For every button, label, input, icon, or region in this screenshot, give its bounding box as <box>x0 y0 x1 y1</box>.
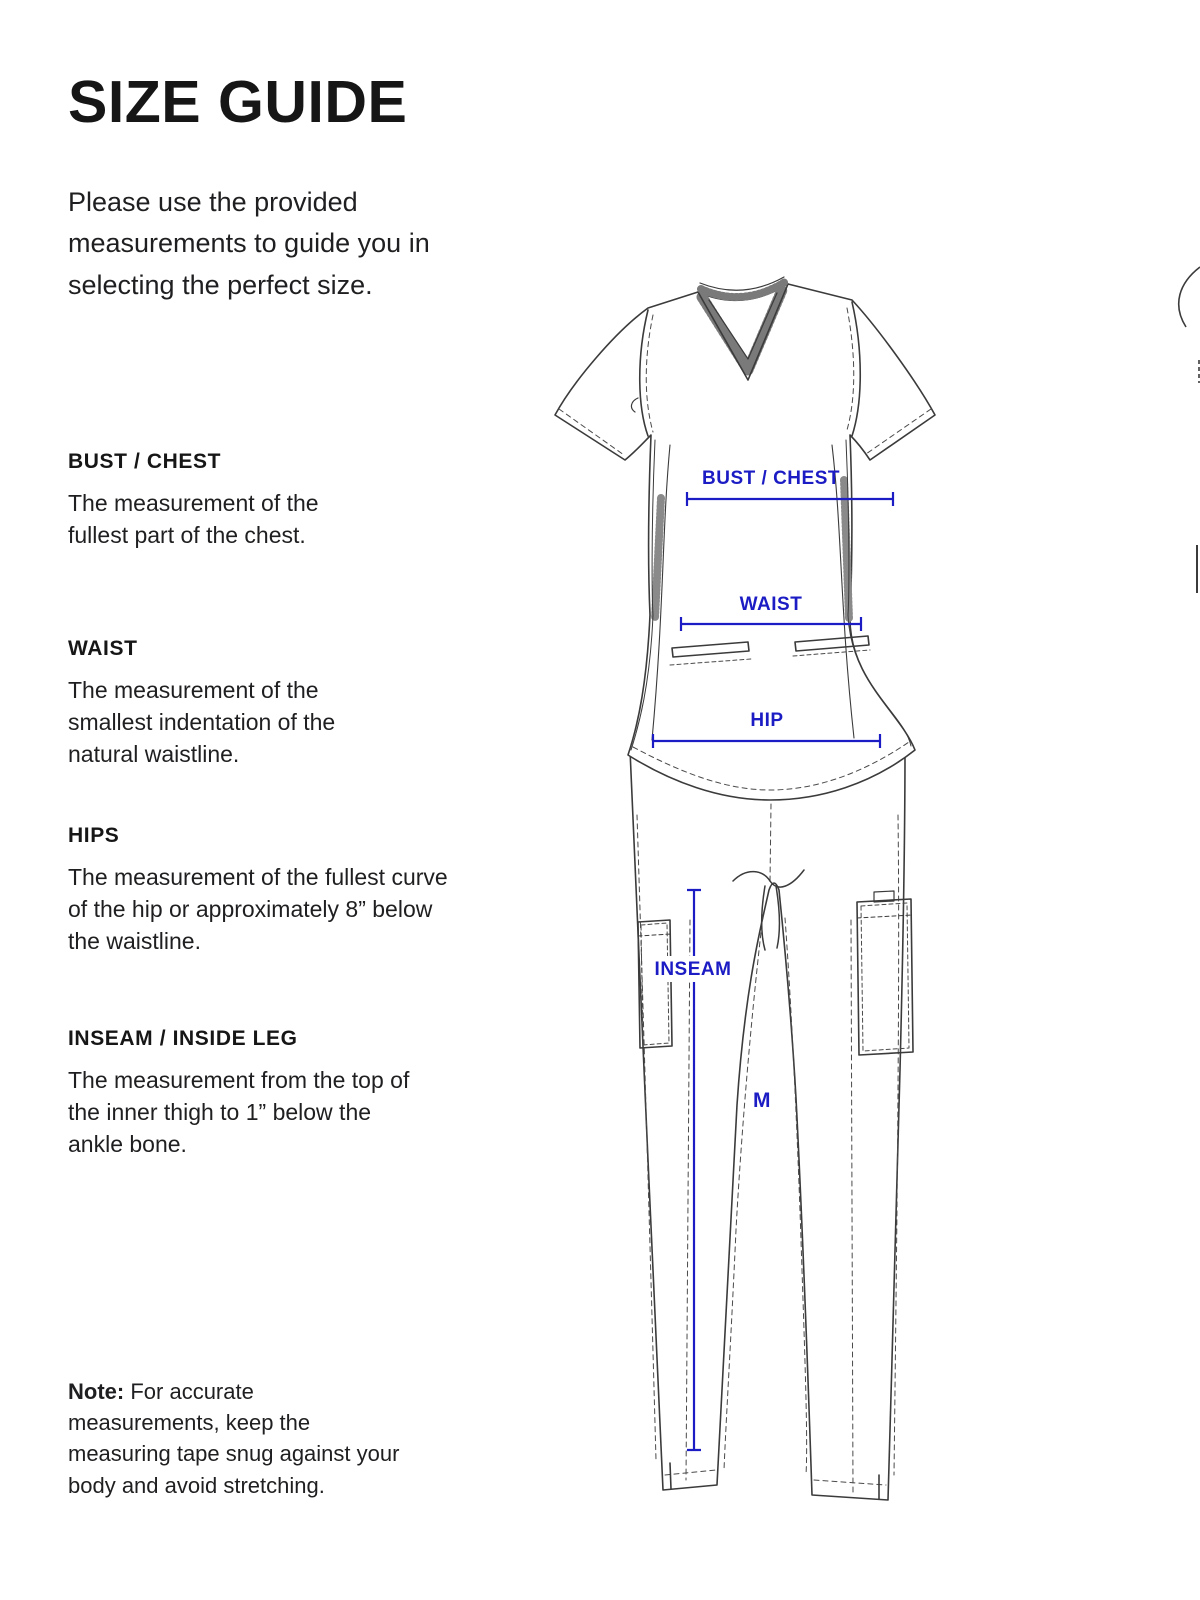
note-text <box>68 1376 400 1501</box>
garment-measurement-diagram <box>520 270 1020 1525</box>
bust-measure-label: BUST / CHEST <box>702 468 840 489</box>
section-heading: BUST / CHEST <box>68 450 222 473</box>
section-heading: WAIST <box>68 637 138 660</box>
scrub-top-drawing <box>555 277 935 800</box>
section-heading: HIPS <box>68 824 120 847</box>
section-hips <box>68 824 460 958</box>
note-body: For accurate measurements, keep the measuring tape snug against your body and avoid stretching. <box>68 1379 400 1498</box>
section-bust-chest <box>68 450 380 551</box>
section-body: The measurement of the fullest part of the chest. <box>68 490 319 549</box>
size-marker-label: M <box>753 1089 771 1112</box>
section-heading: INSEAM / INSIDE LEG <box>68 1027 298 1050</box>
section-body: The measurement of the smallest indentation of the natural waistline. <box>68 677 336 768</box>
scrub-pants-drawing <box>630 748 913 1500</box>
waist-measure-label: WAIST <box>739 594 803 615</box>
note-label: Note: <box>68 1379 125 1404</box>
next-slide-preview-edge <box>1155 255 1200 615</box>
intro-text: Please use the provided measurements to guide you in selecting the perfect size. <box>68 187 430 300</box>
inseam-measure-label: INSEAM <box>654 959 732 980</box>
section-body: The measurement of the fullest curve of the hip or approximately 8” below the waistline. <box>68 864 448 955</box>
hip-measure-label: HIP <box>750 710 784 731</box>
section-body: The measurement from the top of the inner thigh to 1” below the ankle bone. <box>68 1067 410 1158</box>
section-waist <box>68 637 400 771</box>
section-inseam <box>68 1027 420 1161</box>
page-title: SIZE GUIDE <box>68 69 408 135</box>
